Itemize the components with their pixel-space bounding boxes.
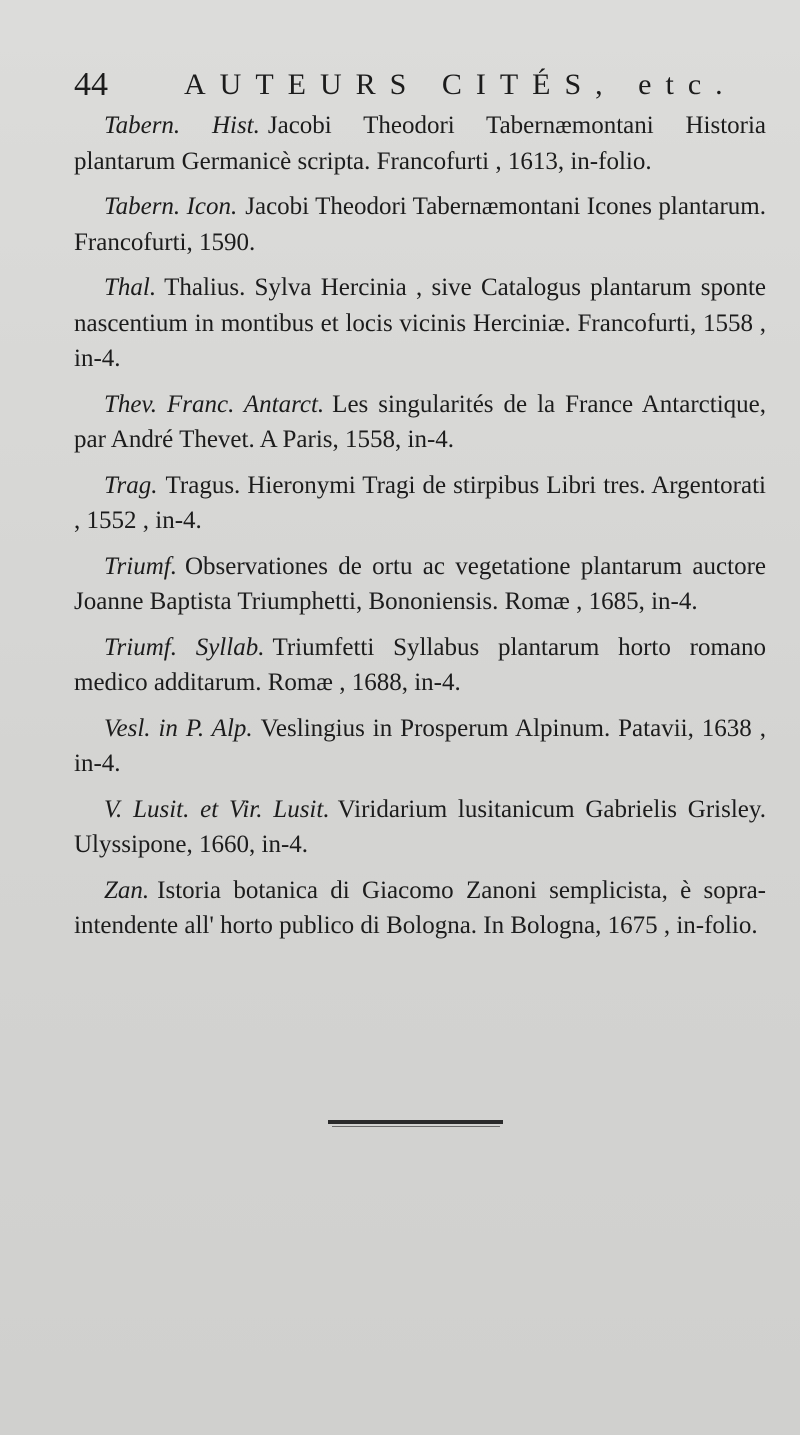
citation-entry xyxy=(74,468,766,539)
citation-entry xyxy=(74,549,766,620)
citation-text: Les singularités de la France Antarctique, par André Thevet. A Paris, 1558, in-4. xyxy=(74,390,766,453)
citation-entry xyxy=(74,270,766,377)
citation-text: Istoria botanica di Giacomo Zanoni semplicista, è sopra-intendente all' horto publico di Bologna. In Bologna, 1675 , in-folio. xyxy=(74,876,766,939)
citation-entry xyxy=(74,711,766,782)
citation-text: Triumfetti Syllabus plantarum horto romano medico additarum. Romæ , 1688, in-4. xyxy=(74,633,766,696)
citation-entry xyxy=(74,108,766,179)
citation-entry xyxy=(74,387,766,458)
citation-abbreviation: Tabern. Hist. xyxy=(104,112,260,139)
citation-entry xyxy=(74,189,766,260)
citation-text: Jacobi Theodori Tabernæmontani Icones plantarum. Francofurti, 1590. xyxy=(74,193,766,256)
citation-abbreviation: Triumf. xyxy=(104,552,177,580)
page-number: 44 xyxy=(74,66,108,103)
citation-text: Observationes de ortu ac vegetatione plantarum auctore Joanne Baptista Triumphetti, Bononiensis. Romæ , 1685, in-4. xyxy=(74,552,766,615)
citation-entry xyxy=(74,873,766,944)
citation-abbreviation: Thev. Franc. Antarct. xyxy=(104,390,325,418)
running-head: AUTEURS CITÉS, etc. xyxy=(184,68,737,101)
citation-abbreviation: Tabern. Icon. xyxy=(104,193,238,220)
citation-text: Tragus. Hieronymi Tragi de stirpibus Libri tres. Argentorati , 1552 , in-4. xyxy=(74,471,766,534)
end-rule xyxy=(328,1120,503,1124)
citation-list xyxy=(74,108,766,954)
citation-abbreviation: V. Lusit. et Vir. Lusit. xyxy=(104,795,330,823)
page-header xyxy=(74,60,774,110)
citation-entry xyxy=(74,792,766,863)
citation-abbreviation: Thal. xyxy=(104,274,157,301)
end-rule-thin xyxy=(332,1126,500,1127)
citation-text: Thalius. Sylva Hercinia , sive Catalogus plantarum sponte nascentium in montibus et locis vicinis Herciniæ. Francofurti, 1558 , in-4. xyxy=(74,274,766,372)
citation-text: Jacobi Theodori Tabernæmontani Historia plantarum Germanicè scripta. Francofurti , 1613, in-folio. xyxy=(74,112,767,175)
citation-abbreviation: Triumf. Syllab. xyxy=(104,633,265,661)
citation-abbreviation: Trag. xyxy=(104,471,158,499)
citation-text: Veslingius in Prosperum Alpinum. Patavii, 1638 , in-4. xyxy=(74,714,766,777)
citation-text: Viridarium lusitanicum Gabrielis Grisley. Ulyssipone, 1660, in-4. xyxy=(74,795,767,858)
citation-abbreviation: Zan. xyxy=(104,876,150,904)
citation-entry xyxy=(74,630,766,701)
citation-abbreviation: Vesl. in P. Alp. xyxy=(104,714,253,742)
